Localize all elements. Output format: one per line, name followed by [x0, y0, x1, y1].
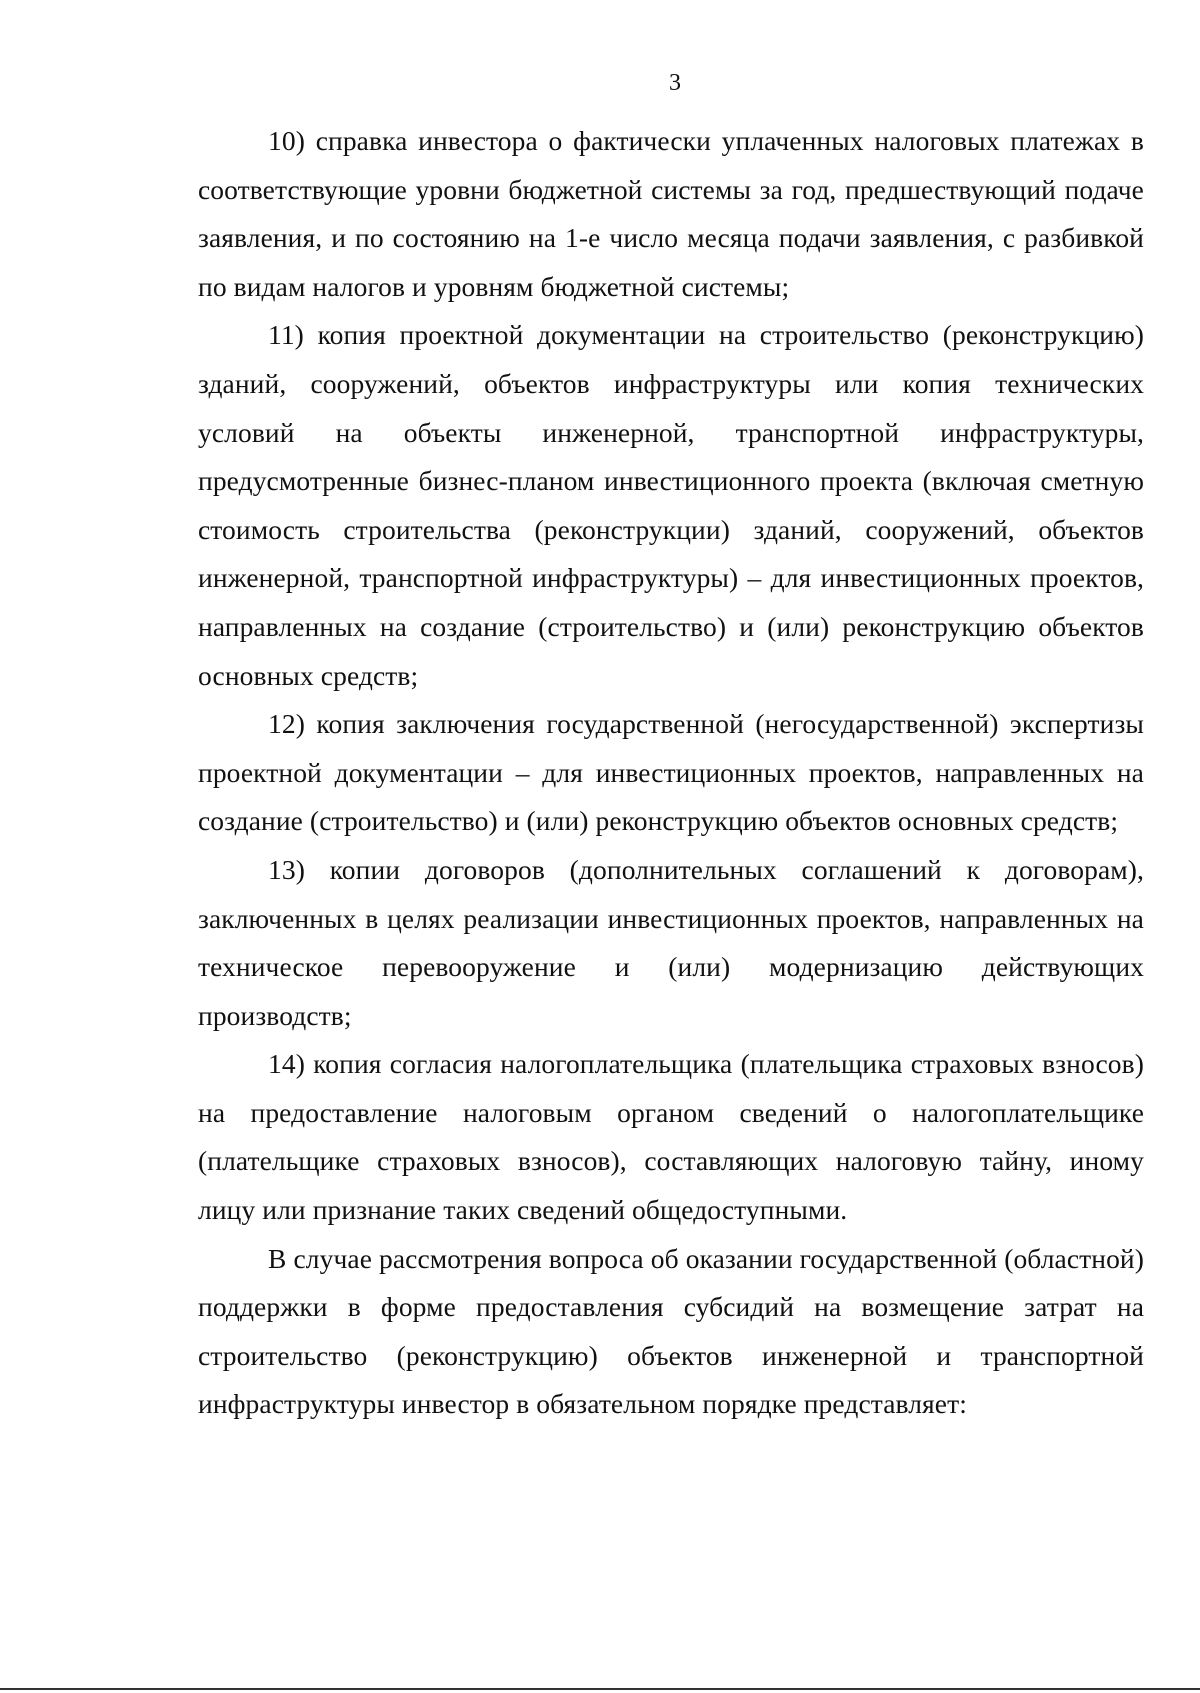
list-item-10: 10) справка инвестора о фактически уплаченных налоговых платежах в соответствующие уровни бюджетной системы за год, предшествующий подаче заявления, и по состоянию на 1-е число месяца подачи заявления, с разбивкой по видам налогов и уровням бюджетной системы;	[198, 125, 1144, 302]
list-item-12: 12) копия заключения государственной (негосударственной) экспертизы проектной документации – для инвестиционных проектов, направленных на создание (строительство) и (или) реконструкцию объектов основных средств;	[198, 708, 1144, 837]
list-item-14: 14) копия согласия налогоплательщика (плательщика страховых взносов) на предоставление налоговым органом сведений о налогоплательщике (плательщике страховых взносов), составляющих налоговую тайну, иному лицу или признание таких сведений общедоступными.	[198, 1048, 1144, 1226]
list-item-13: 13) копии договоров (дополнительных соглашений к договорам), заключенных в целях реализации инвестиционных проектов, направленных на техническое перевооружение и (или) модернизацию действующих производств;	[198, 853, 1144, 1031]
closing-paragraph: В случае рассмотрения вопроса об оказании государственной (областной) поддержки в форме предоставления субсидий на возмещение затрат на строительство (реконструкцию) объектов инженерной и транспортной инфраструктуры инвестор в обязательном порядке представляет:	[198, 1242, 1144, 1420]
page-bottom-edge	[0, 1688, 1200, 1690]
document-body	[198, 117, 1144, 1429]
page-number: 3	[669, 70, 681, 96]
list-item-11: 11) копия проектной документации на строительство (реконструкцию) зданий, сооружений, объектов инфраструктуры или копия технических условий на объекты инженерной, транспортной инфраструктуры, предусмотренные бизнес-планом инвестиционного проекта (включая сметную стоимость строительства (реконструкции) зданий, сооружений, объектов инженерной, транспортной инфраструктуры) – для инвестиционных проектов, направленных на создание (строительство) и (или) реконструкцию объектов основных средств;	[198, 319, 1144, 691]
